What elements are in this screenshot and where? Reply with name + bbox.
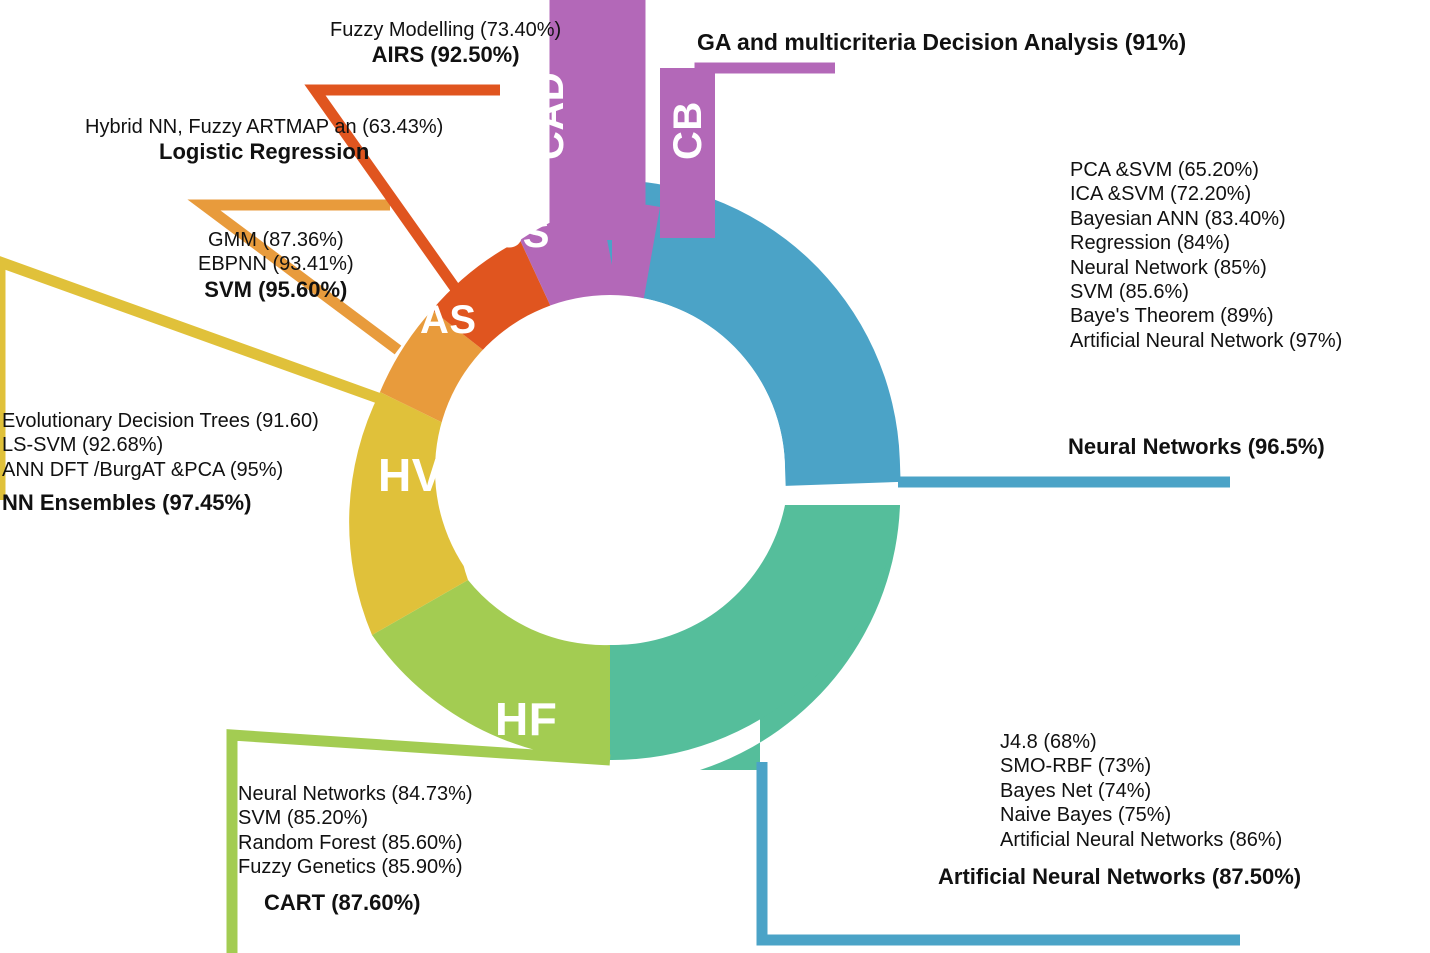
annotation-line: EBPNN (93.41%)	[198, 253, 354, 276]
annotation-line: Baye's Theorem (89%)	[1070, 305, 1274, 328]
annotation-line: Hybrid NN, Fuzzy ARTMAP an (63.43%)	[85, 116, 444, 138]
cb-bar	[660, 68, 715, 238]
annotation-line: Random Forest (85.60%)	[238, 831, 463, 854]
annotation-ml-highlight	[1068, 434, 1325, 461]
segment-label-hv: HV	[378, 449, 443, 501]
annotation-line: SVM (95.60%)	[204, 276, 348, 302]
annotation-line: LS-SVM (92.68%)	[2, 434, 164, 457]
annotation-line: PCA &SVM (65.20%)	[1070, 159, 1259, 181]
annotation-line: Neural Networks (84.73%)	[238, 783, 473, 805]
annotation-line: SVM (85.6%)	[1070, 280, 1189, 303]
annotation-line: Bayes Net (74%)	[1000, 779, 1152, 802]
annotation-line: ANN DFT /BurgAT &PCA (95%)	[2, 458, 284, 481]
segment-label-mps: MPS	[885, 639, 987, 691]
annotation-hf	[238, 782, 473, 916]
annotation-line: NN Ensembles (97.45%)	[2, 490, 252, 516]
segment-label-cad: CAD	[528, 71, 572, 160]
annotation-cb	[697, 28, 1186, 56]
annotation-mps	[938, 730, 1302, 891]
annotation-line: SVM (85.20%)	[238, 807, 369, 830]
annotation-line: Fuzzy Modelling (73.40%)	[330, 19, 562, 41]
annotation-line: Naive Bayes (75%)	[1000, 804, 1172, 827]
segment-label-as: AS	[420, 298, 477, 342]
donut-hole	[435, 295, 785, 645]
annotation-hv	[2, 409, 319, 517]
annotation-line: SMO-RBF (73%)	[1000, 755, 1152, 778]
annotation-line: GA and multicriteria Decision Analysis (91%)	[697, 29, 1187, 55]
annotation-line: ICA &SVM (72.20%)	[1070, 183, 1252, 206]
cad-bar	[556, 0, 642, 240]
segment-label-acs: ACS	[464, 212, 550, 256]
annotation-cad	[330, 18, 561, 69]
annotation-line: Fuzzy Genetics (85.90%)	[238, 856, 463, 879]
segment-label-cb: CB	[666, 101, 710, 160]
annotation-line: Logistic Regression	[159, 139, 370, 165]
annotation-line: Artificial Neural Networks (87.50%)	[938, 863, 1302, 889]
annotation-line: GMM (87.36%)	[208, 229, 344, 251]
annotation-line: J4.8 (68%)	[1000, 731, 1097, 753]
annotation-acs	[85, 115, 443, 166]
annotation-line: Artificial Neural Network (97%)	[1070, 329, 1343, 352]
annotation-line: Neural Networks (96.5%)	[1068, 434, 1325, 459]
annotation-line: AIRS (92.50%)	[371, 42, 520, 68]
annotation-as	[198, 228, 354, 304]
annotation-line: Evolutionary Decision Trees (91.60)	[2, 410, 319, 432]
annotation-line: Regression (84%)	[1070, 232, 1231, 255]
annotation-line: CART (87.60%)	[264, 889, 421, 915]
annotation-line: Neural Network (85%)	[1070, 256, 1267, 279]
segment-label-ml: ML	[880, 223, 948, 275]
annotation-line: Bayesian ANN (83.40%)	[1070, 207, 1286, 230]
annotation-line: Artificial Neural Networks (86%)	[1000, 828, 1283, 851]
annotation-ml	[1070, 158, 1342, 353]
segment-label-hf: HF	[495, 693, 558, 745]
